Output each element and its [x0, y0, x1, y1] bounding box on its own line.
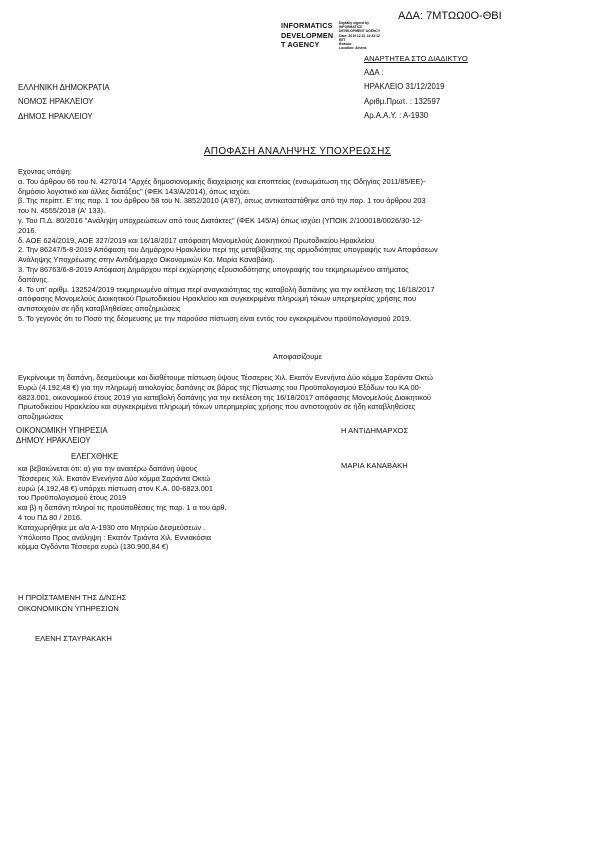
stamp-detail-line: Digitally signed by: [339, 21, 369, 25]
stamp-detail-line: Reason:: [339, 42, 353, 47]
signature-stamp-agency: [281, 21, 333, 50]
decision-line: 6823.001, οικονομικού έτους 2019 για καταβολή δαπάνης για την εκτέλεση της 16/18/2017 απόφασης Μονομελούς Διοικητικού: [18, 392, 431, 402]
checked-label: ΕΛΕΓΧΘΗΚΕ: [71, 452, 119, 461]
reference-line: Αρ.Α.Α.Υ. : Α-1930: [364, 110, 429, 120]
consideration-line: 4. Το υπ' αριθμ. 132524/2019 τεκμηριωμένο αίτημα περί αναγκαιότητας της καταβολή δαπάνης για την εκτέλεση της 16/18/2017: [18, 284, 435, 294]
ada-code: ΑΔΑ: 7ΜΤΩΩ0Ο-ΘΒΙ: [398, 10, 502, 22]
decision-line: Εγκρίνουμε τη δαπάνη, δεσμεύουμε και διαθέτουμε πίστωση ύψους Τέσσερεις Χιλ. Εκατόν Ενενήντα Δύο κόμμα Σαράντα Οκτώ: [18, 373, 433, 382]
consideration-line: Ανάληψης Υποχρέωσης στην Αντιδήμαρχο Οικονομικών Κα. Μαρία Καναβάκη.: [18, 255, 275, 265]
certification-line: και βεβαιώνεται ότι: α) για την αναιτέρω δαπάνη ύψους: [18, 464, 198, 473]
stamp-detail-line: Date: 2019.12.31 14:33:12: [339, 33, 380, 38]
certification-line: Καταχωρήθηκε με α/α Α-1930 στο Μητρώο Δεσμεύσεων .: [18, 522, 206, 532]
certification-line: κόμμα Ογδόντα Τέσσερα ευρώ (130.900,84 €): [18, 542, 169, 552]
stamp-detail-line: EET: [339, 37, 346, 42]
stamp-detail-line: Location: Athens: [339, 46, 367, 51]
financial-service-line: ΔΗΜΟΥ ΗΡΑΚΛΕΙΟΥ: [16, 436, 91, 445]
signature-stamp-details: [339, 21, 380, 50]
consideration-line: 5. Το γεγονός ότι το Ποσό της δέσμευσης με την παρούσα πίστωση είναι εντός του εγκεκριμένου προϋπολογισμού 2019.: [18, 313, 412, 323]
decision-line: Ευρώ (4.192,48 €) για την πληρωμή αιτιολογίας δαπάνης σε βάρος της Πίστωσης του Προϋπολογισμού Εξόδων του ΚΑ 00-: [18, 382, 422, 392]
consideration-line: γ. Του Π.Δ. 80/2016 "Ανάληψη υποχρεώσεων από τους Διατάκτες" (ΦΕΚ 145/Α) όπως ισχύει (ΥΠΟΙΚ 2/100018/0026/30-12-: [18, 215, 423, 225]
department-head-title: [18, 592, 126, 614]
consideration-line: δ. ΑΟΕ 624/2019, ΑΟΕ 327/2019 και 16/18/2017 απόφαση Μονομελούς Διοικητικού Πρωτοδικείου Ηρακλείου: [18, 235, 375, 245]
consideration-line: δαπάνης.: [18, 274, 50, 284]
header-line: ΕΛΛΗΝΙΚΗ ΔΗΜΟΚΡΑΤΙΑ: [18, 83, 110, 92]
issuer-header: [18, 81, 110, 124]
header-line: ΔΗΜΟΣ ΗΡΑΚΛΕΙΟΥ: [18, 111, 93, 121]
consideration-line: α. Του άρθρου 66 του Ν. 4270/14 "Αρχές δημοσιονομικής διαχείρισης και εποπτείας (ενσωμάτωση της Οδηγίας 2011/85/ΕΕ)-: [18, 176, 426, 186]
financial-service-header: [16, 426, 108, 446]
stamp-detail-line: INFORMATICS: [339, 25, 363, 30]
header-line: ΝΟΜΟΣ ΗΡΑΚΛΕΙΟΥ: [18, 97, 94, 107]
consideration-line: 2016.: [18, 225, 37, 235]
consideration-line: δημόσιο λογιστικό και άλλες διατάξεις" (ΦΕΚ 143/Α/2014), όπως ισχύει.: [18, 186, 251, 196]
decision-line: Πρωτοδικείου Ηρακλείου και συγκεκριμένα πληρωμή τόκων υπερημερίας χρήσης που αντιστοιχούν σε ήδη καταβληθείσες: [18, 402, 416, 412]
decision-heading: Αποφασίζουμε: [272, 352, 323, 361]
certification-line: Υπόλοιπο Προς ανάληψη : Εκατόν Τριάντα Χιλ. Εννιακόσια: [18, 532, 212, 542]
reference-line: ΗΡΑΚΛΕΙΟ 31/12/2019: [364, 82, 445, 92]
document-title: ΑΠΟΦΑΣΗ ΑΝΑΛΗΨΗΣ ΥΠΟΧΡΕΩΣΗΣ: [203, 146, 392, 157]
certification-block: [18, 464, 227, 552]
reference-header: [364, 66, 444, 123]
consideration-line: β. Της περίπτ. Ε' της παρ. 1 του άρθρου 58 του Ν. 3852/2010 (Α'87), όπως αντικαταστάθηκε από την παρ. 1 του άρθρου 203: [18, 196, 426, 206]
certification-line: Τέσσερεις Χιλ. Εκατόν Ενενήντα Δύο κόμμα Σαράντα Οκτώ: [18, 473, 211, 483]
consideration-line: 3. Την 86763/6-8-2019 Απόφαση Δημάρχου περί εκχώρησης εξουσιοδότησης υπογραφής του τεκμηριωμένου αιτήματος: [18, 264, 409, 274]
certification-line: ευρώ (4.192,48 €) υπάρχει πίστωση στον Κ.Α. 00-6823.001: [18, 483, 214, 493]
considerations-block: [18, 167, 438, 324]
signer-name: ΕΛΕΝΗ ΣΤΑΥΡΑΚΑΚΗ: [35, 634, 112, 643]
stamp-line: T AGENCY: [281, 40, 320, 50]
upload-notice: ΑΝΑΡΤΗΤΕΑ ΣΤΟ ΔΙΑΔΙΚΤΥΟ: [364, 54, 468, 63]
consideration-line: απόφασης Μονομελούς Διοικητικού Πρωτοδικείου Ηρακλείου και συγκεκριμένα πληρωμή τόκων υπερημερίας χρήσης που: [18, 294, 417, 304]
consideration-line: αντιστοιχούν σε ήδη καταβληθείσες αποζημιώσεις: [18, 304, 181, 314]
decision-line: αποζημιώσεις: [18, 412, 64, 422]
department-head-line: ΟΙΚΟΝΟΜΙΚΩΝ ΥΠΗΡΕΣΙΩΝ: [18, 604, 119, 613]
consideration-line: Εχοντας υπόψη:: [18, 167, 72, 176]
stamp-line: INFORMATICS: [281, 21, 333, 30]
financial-service-line: ΟΙΚΟΝΟΜΙΚΗ ΥΠΗΡΕΣΙΑ: [16, 426, 108, 435]
stamp-detail-line: DEVELOPMENT AGENCY: [339, 29, 381, 34]
consideration-line: του Ν. 4555/2018 (Α' 133).: [18, 206, 106, 216]
reference-line: ΑΔΑ :: [364, 68, 384, 77]
certification-line: του Προϋπολογισμού έτους 2019: [18, 493, 127, 503]
certification-line: 4 του ΠΔ 80 / 2016.: [18, 512, 82, 522]
stamp-line: DEVELOPMEN: [281, 30, 334, 40]
decision-paragraph: [18, 373, 433, 422]
certification-line: και β) η δαπάνη πληροί τις προϋποθέσεις της παρ. 1 α του άρθ.: [18, 503, 227, 513]
department-head-line: Η ΠΡΟΪΣΤΑΜΕΝΗ ΤΗΣ Δ/ΝΣΗΣ: [18, 593, 127, 602]
reference-line: Αριθμ.Πρωτ. : 132597: [364, 96, 441, 106]
consideration-line: 2. Την 86247/5-8-2019 Απόφαση του Δημάρχου Ηρακλείου περί της μεταβίβασης της αρμοδιότητας υπογραφής των Αποφάσεων: [18, 245, 438, 255]
deputy-mayor-title: Η ΑΝΤΙΔΗΜΑΡΧΟΣ: [341, 426, 409, 435]
deputy-mayor-name: ΜΑΡΙΑ ΚΑΝΑΒΑΚΗ: [341, 461, 408, 470]
